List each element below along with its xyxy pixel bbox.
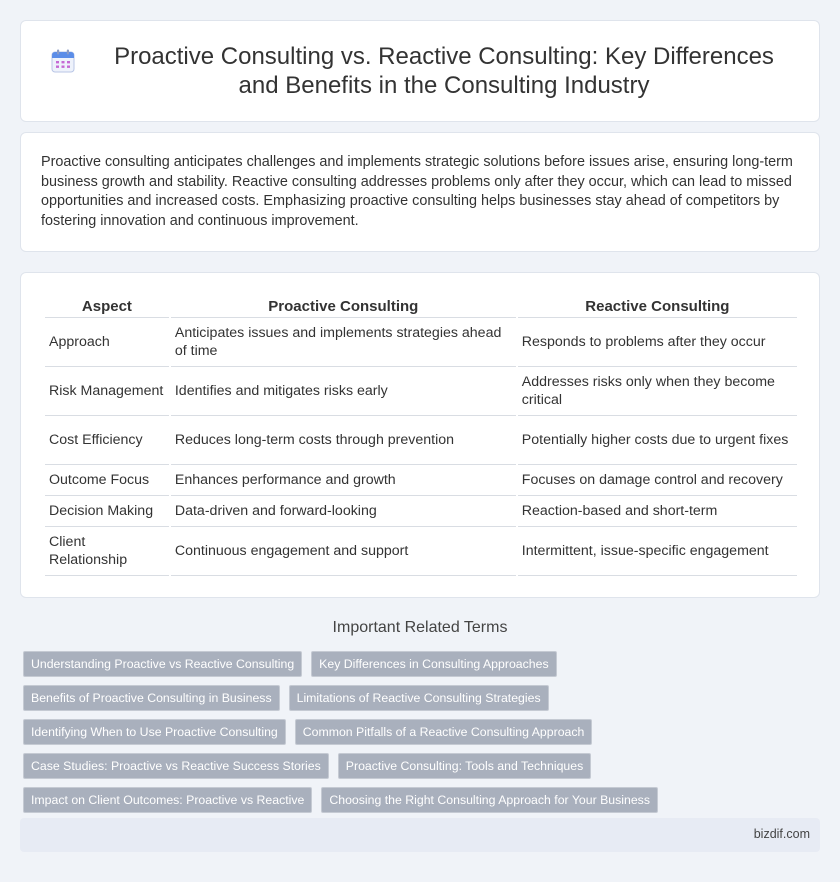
related-terms-title: Important Related Terms <box>332 619 508 636</box>
related-term-tag[interactable]: Benefits of Proactive Consulting in Business <box>23 685 280 711</box>
header-proactive: Proactive Consulting <box>171 295 516 318</box>
cell-reactive: Focuses on damage control and recovery <box>518 465 797 496</box>
cell-proactive: Continuous engagement and support <box>171 527 516 576</box>
related-term-tag[interactable]: Proactive Consulting: Tools and Techniques <box>338 753 591 779</box>
cell-aspect: Decision Making <box>45 496 169 527</box>
cell-reactive: Addresses risks only when they become critical <box>518 367 797 416</box>
cell-aspect: Approach <box>45 318 169 367</box>
related-term-tag[interactable]: Identifying When to Use Proactive Consulting <box>23 719 286 745</box>
page-title: Proactive Consulting vs. Reactive Consulting: Key Differences and Benefits in the Consulting Industry <box>114 43 774 99</box>
table-header-row <box>45 295 797 318</box>
related-term-tag[interactable]: Understanding Proactive vs Reactive Consulting <box>23 651 302 677</box>
cell-aspect: Cost Efficiency <box>45 416 169 465</box>
related-term-tag[interactable]: Limitations of Reactive Consulting Strategies <box>289 685 549 711</box>
related-term-tag[interactable]: Impact on Client Outcomes: Proactive vs Reactive <box>23 787 312 813</box>
table-row <box>45 465 797 496</box>
intro-paragraph: Proactive consulting anticipates challenges and implements strategic solutions before issues arise, ensuring long-term business growth and stability. Reactive consulting addresses problems only after they occur, which can lead to missed opportunities and increased costs. Emphasizing proactive consulting helps businesses stay ahead of competitors by fostering innovation and continuous improvement. <box>41 154 793 229</box>
cell-reactive: Potentially higher costs due to urgent fixes <box>518 416 797 465</box>
table-row <box>45 527 797 576</box>
header-reactive: Reactive Consulting <box>518 295 797 318</box>
cell-aspect: Risk Management <box>45 367 169 416</box>
footer <box>20 818 820 852</box>
table-row <box>45 367 797 416</box>
cell-reactive: Reaction-based and short-term <box>518 496 797 527</box>
cell-proactive: Data-driven and forward-looking <box>171 496 516 527</box>
comparison-table <box>43 295 799 576</box>
cell-aspect: Outcome Focus <box>45 465 169 496</box>
comparison-card <box>20 272 820 598</box>
header-card <box>20 20 820 122</box>
related-terms-list <box>23 651 823 821</box>
cell-proactive: Reduces long-term costs through prevention <box>171 416 516 465</box>
cell-proactive: Identifies and mitigates risks early <box>171 367 516 416</box>
calendar-icon <box>50 48 76 74</box>
related-term-tag[interactable]: Key Differences in Consulting Approaches <box>311 651 556 677</box>
related-term-tag[interactable]: Common Pitfalls of a Reactive Consulting Approach <box>295 719 593 745</box>
table-row <box>45 318 797 367</box>
cell-proactive: Enhances performance and growth <box>171 465 516 496</box>
table-row <box>45 496 797 527</box>
intro-card <box>20 132 820 252</box>
header-aspect: Aspect <box>45 295 169 318</box>
related-term-tag[interactable]: Case Studies: Proactive vs Reactive Success Stories <box>23 753 329 779</box>
cell-aspect: Client Relationship <box>45 527 169 576</box>
related-term-tag[interactable]: Choosing the Right Consulting Approach for Your Business <box>321 787 658 813</box>
table-row <box>45 416 797 465</box>
cell-reactive: Intermittent, issue-specific engagement <box>518 527 797 576</box>
cell-proactive: Anticipates issues and implements strategies ahead of time <box>171 318 516 367</box>
cell-reactive: Responds to problems after they occur <box>518 318 797 367</box>
footer-site-link[interactable]: bizdif.com <box>753 827 810 841</box>
